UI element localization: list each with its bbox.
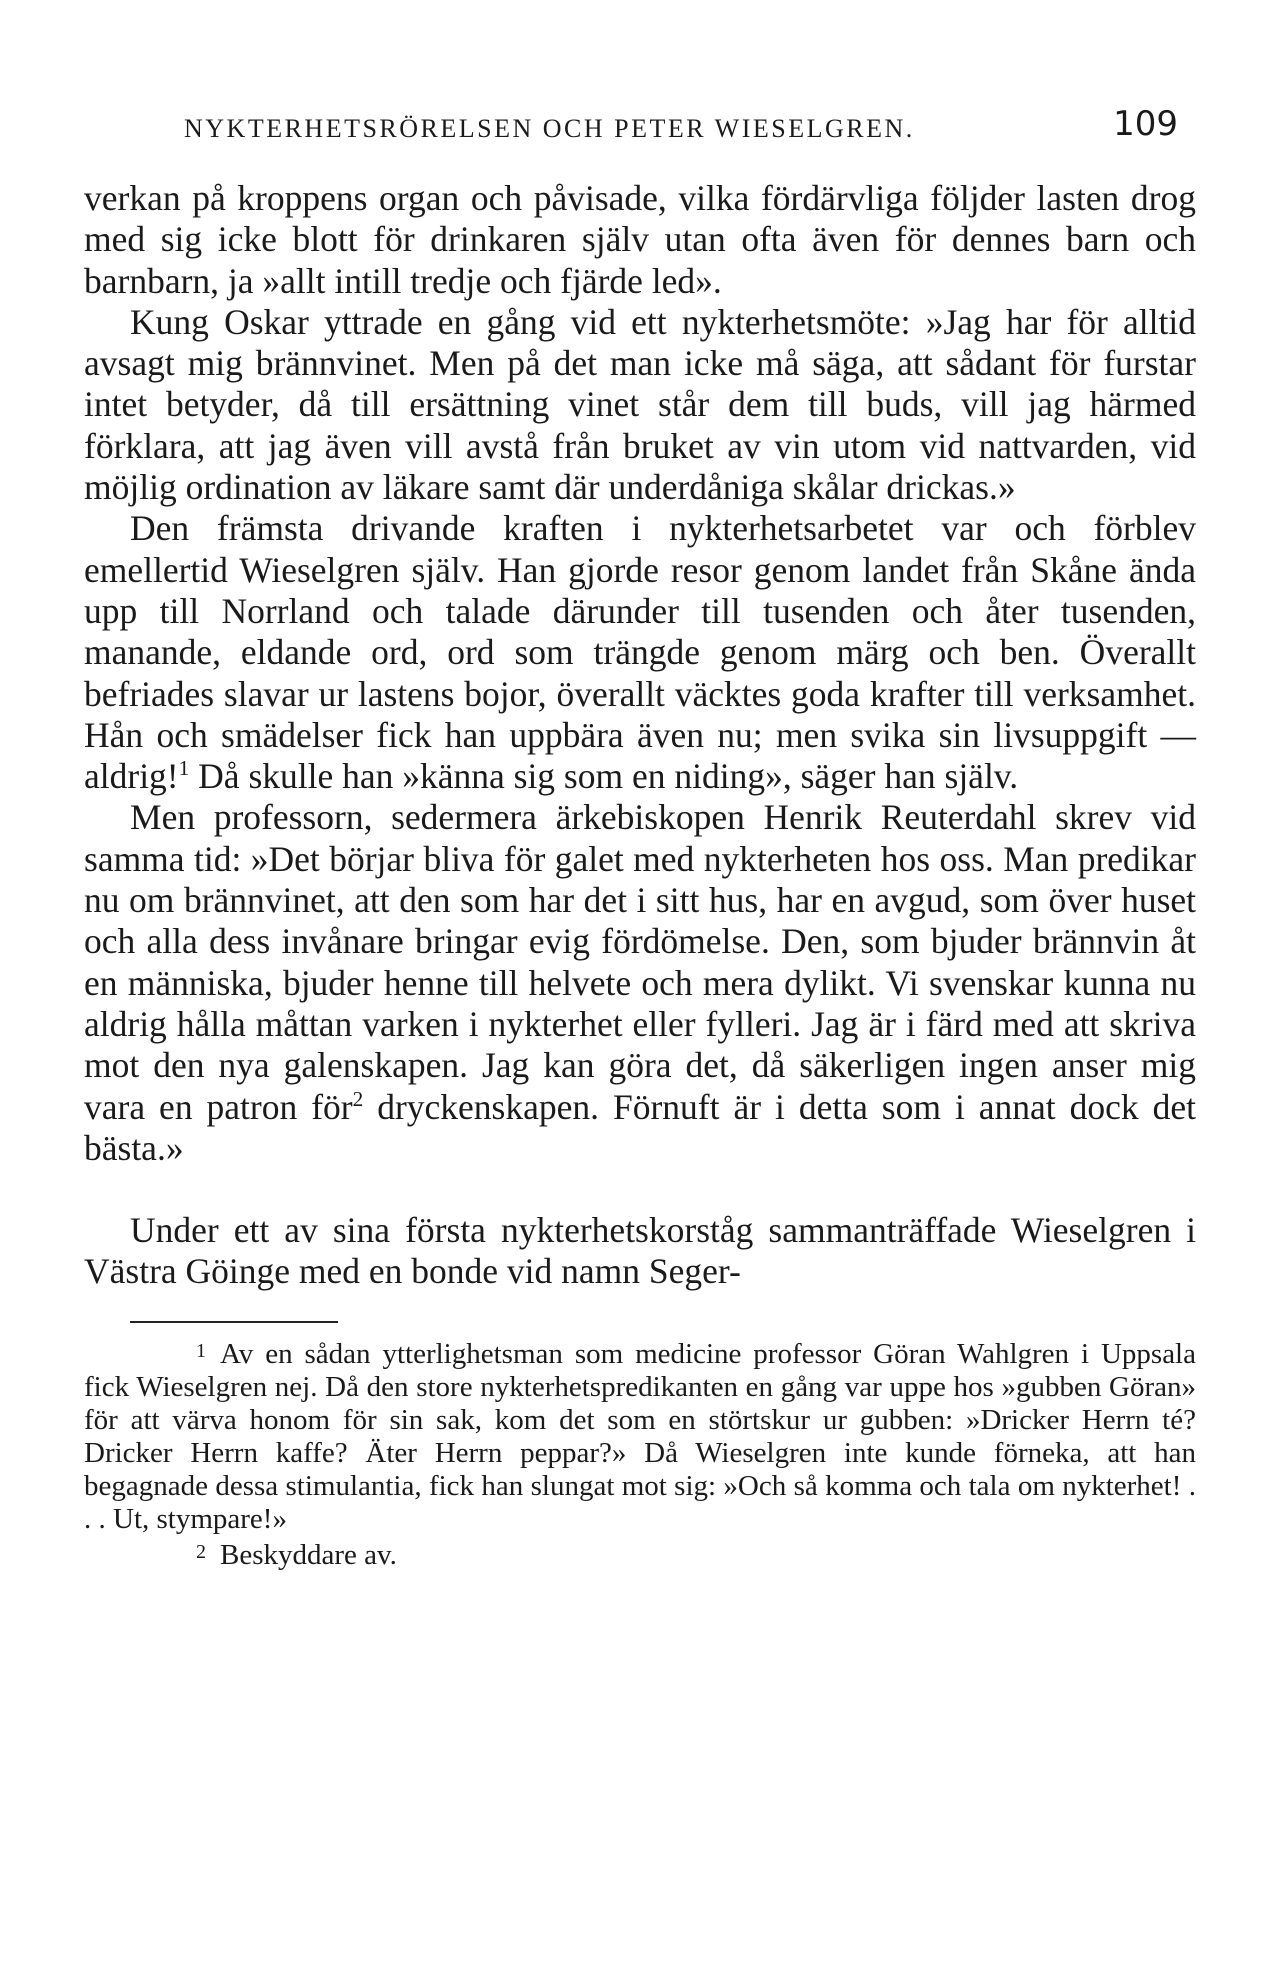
footnotes [84,1335,1196,1572]
paragraph-continuation: verkan på kroppens organ och påvisade, vilka fördärvliga följder lasten drog med sig icke blott för drinkaren själv utan ofta även för dennes barn och barnbarn, ja »allt intill tredje och fjärde led». [84,178,1196,301]
paragraph-reuterdahl [84,797,1196,1169]
footnote-text: Av en sådan ytterlighetsman som medicine professor Göran Wahlgren i Uppsala fick Wieselgren nej. Då den store nykterhetspredikanten en gång var uppe hos »gubben Göran» för att värva honom för sin sak, kom det som en störtskur ur gubben: »Dricker Herrn té? Dricker Herrn kaffe? Äter Herrn peppar?» Då Wieselgren inte kunde förneka, att han begagnade dessa stimulantia, fick han slungat mot sig: »Och så komma och tala om nykterhet! . . . Ut, stympare!» [84,1337,1196,1535]
footnote-text: Beskyddare av. [220,1538,397,1571]
footnote-marker: 2 [196,1540,206,1563]
footnote-reference-1: 1 [178,756,190,781]
footnote-reference-2: 2 [352,1086,364,1111]
paragraph-text: dryckenskapen. Förnuft är i detta som i annat dock det bästa.» [84,1086,1196,1168]
footnote-1 [84,1335,1196,1536]
paragraph-text: Den främsta drivande kraften i nykterhetsarbetet var och förblev emellertid Wieselgren själv. Han gjorde resor genom landet från Skåne ända upp till Norrland och talade därunder till tusenden och åter tusenden, manande, eldande ord, ord som trängde genom märg och ben. Överallt befriades slavar ur lastens bojor, överallt väcktes goda krafter till verksamhet. Hån och smädelser fick han uppbära även nu; men svika sin livsuppgift — aldrig! [84,508,1196,797]
paragraph-driving-force [84,508,1196,797]
running-title: NYKTERHETSRÖRELSEN OCH PETER WIESELGREN. [184,114,915,143]
running-header [84,96,1196,152]
body-text [84,178,1196,1293]
footnote-divider [130,1321,338,1323]
paragraph-text: Då skulle han »känna sig som en niding», säger han själv. [189,756,1019,797]
paragraph-nykterhetskorstag: Under ett av sina första nykterhetskorståg sammanträffade Wieselgren i Västra Göinge med en bonde vid namn Seger- [84,1210,1196,1292]
footnote-2 [84,1536,1196,1572]
book-page [84,96,1196,1572]
paragraph-text: Men professorn, sedermera ärkebiskopen Henrik Reuterdahl skrev vid samma tid: »Det börjar bliva för galet med nykterheten hos oss. Man predikar nu om brännvinet, att den som har det i sitt hus, har en avgud, som över huset och alla dess invånare bringar evig fördömelse. Den, som bjuder brännvin åt en människa, bjuder henne till helvete och mera dylikt. Vi svenskar kunna nu aldrig hålla måttan varken i nykterhet eller fylleri. Jag är i färd med att skriva mot den nya galenskapen. Jag kan göra det, då säkerligen ingen anser mig vara en patron för [84,797,1196,1127]
footnote-marker: 1 [196,1339,206,1362]
paragraph-kung-oskar: Kung Oskar yttrade en gång vid ett nykterhetsmöte: »Jag har för alltid avsagt mig brännvinet. Men på det man icke må säga, att sådant för furstar intet betyder, då till ersättning vinet står dem till buds, vill jag härmed förklara, att jag även vill avstå från bruket av vin utom vid nattvarden, vid möjlig ordination av läkare samt där underdåniga skålar drickas.» [84,301,1196,508]
page-number: 109 [1113,104,1178,144]
